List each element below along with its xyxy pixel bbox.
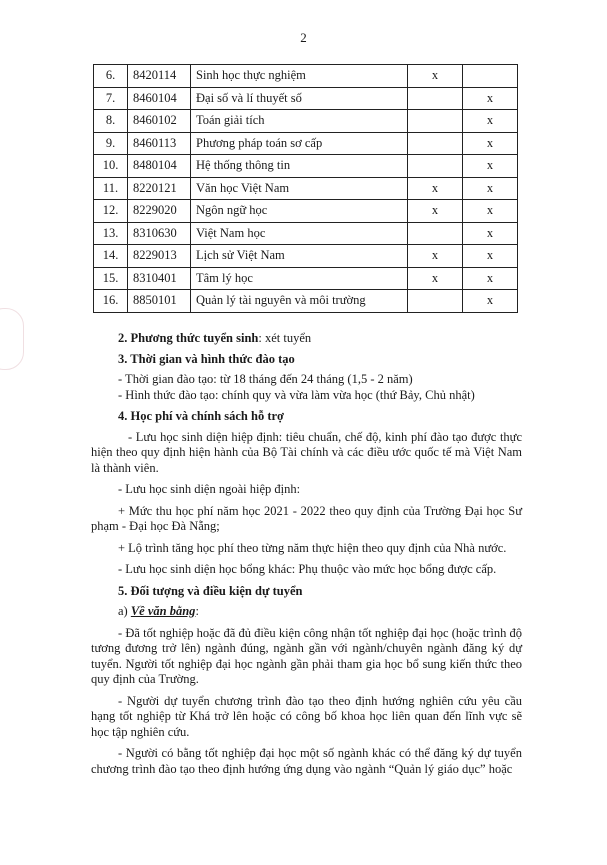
table-row bbox=[94, 155, 518, 178]
row-number: 8. bbox=[94, 110, 128, 133]
mark-column-b: x bbox=[463, 267, 518, 290]
program-code: 8460104 bbox=[128, 87, 191, 110]
section-4-paragraph-5: - Lưu học sinh diện học bổng khác: Phụ thuộc vào mức học bổng được cấp. bbox=[118, 562, 497, 576]
program-code: 8310630 bbox=[128, 222, 191, 245]
mark-column-a: x bbox=[408, 267, 463, 290]
table-row bbox=[94, 245, 518, 268]
section-4-paragraph-4: + Lộ trình tăng học phí theo từng năm thực hiện theo quy định của Nhà nước. bbox=[118, 540, 507, 555]
program-code: 8220121 bbox=[128, 177, 191, 200]
section-3-line-2: - Hình thức đào tạo: chính quy và vừa làm vừa học (thứ Bảy, Chủ nhật) bbox=[118, 387, 475, 402]
row-number: 10. bbox=[94, 155, 128, 178]
document-body bbox=[91, 331, 522, 777]
table-row bbox=[94, 110, 518, 133]
mark-column-b: x bbox=[463, 110, 518, 133]
row-number: 12. bbox=[94, 200, 128, 223]
mark-column-b: x bbox=[463, 222, 518, 245]
mark-column-a: x bbox=[408, 245, 463, 268]
section-2-heading: 2. Phương thức tuyển sinh bbox=[118, 331, 259, 345]
mark-column-b: x bbox=[463, 290, 518, 313]
program-name: Việt Nam học bbox=[191, 222, 408, 245]
program-name: Hệ thống thông tin bbox=[191, 155, 408, 178]
section-4-paragraph-3: + Mức thu học phí năm học 2021 - 2022 theo quy định của Trường Đại học Sư phạm - Đại học Đà Nẵng; bbox=[91, 503, 522, 533]
program-code: 8229013 bbox=[128, 245, 191, 268]
program-code: 8480104 bbox=[128, 155, 191, 178]
faint-stamp-mark bbox=[0, 308, 24, 370]
row-number: 6. bbox=[94, 65, 128, 88]
section-3-line-1: - Thời gian đào tạo: từ 18 tháng đến 24 tháng (1,5 - 2 năm) bbox=[118, 372, 413, 386]
mark-column-b bbox=[463, 65, 518, 88]
table-row bbox=[94, 290, 518, 313]
mark-column-a bbox=[408, 132, 463, 155]
row-number: 13. bbox=[94, 222, 128, 245]
table-row bbox=[94, 65, 518, 88]
program-name: Ngôn ngữ học bbox=[191, 200, 408, 223]
program-name: Toán giải tích bbox=[191, 110, 408, 133]
mark-column-b: x bbox=[463, 132, 518, 155]
mark-column-b: x bbox=[463, 177, 518, 200]
row-number: 11. bbox=[94, 177, 128, 200]
row-number: 9. bbox=[94, 132, 128, 155]
mark-column-b: x bbox=[463, 200, 518, 223]
section-5-paragraph-1: - Đã tốt nghiệp hoặc đã đủ điều kiện công nhận tốt nghiệp đại học (hoặc trình độ tương đương trở lên) ngành đúng, ngành gần với ngành/chuyên ngành đăng ký dự tuyển. Người tốt nghiệp đại học ngành gần phải tham gia học bổ sung kiến thức theo quy định của Trường. bbox=[91, 625, 522, 686]
program-name: Quản lý tài nguyên và môi trường bbox=[191, 290, 408, 313]
program-name: Đại số và lí thuyết số bbox=[191, 87, 408, 110]
program-name: Sinh học thực nghiệm bbox=[191, 65, 408, 88]
row-number: 16. bbox=[94, 290, 128, 313]
section-2 bbox=[118, 331, 522, 347]
mark-column-b: x bbox=[463, 87, 518, 110]
row-number: 14. bbox=[94, 245, 128, 268]
section-5-paragraph-3: - Người có bằng tốt nghiệp đại học một số ngành khác có thể đăng ký dự tuyển chương trình đào tạo theo định hướng ứng dụng vào ngành “Quản lý giáo dục” hoặc bbox=[91, 746, 522, 776]
section-5-heading: 5. Đối tượng và điều kiện dự tuyển bbox=[118, 583, 303, 598]
mark-column-a bbox=[408, 290, 463, 313]
table-row bbox=[94, 87, 518, 110]
section-4-heading: 4. Học phí và chính sách hỗ trợ bbox=[118, 409, 284, 423]
program-code: 8850101 bbox=[128, 290, 191, 313]
program-name: Văn học Việt Nam bbox=[191, 177, 408, 200]
row-number: 7. bbox=[94, 87, 128, 110]
mark-column-a: x bbox=[408, 65, 463, 88]
mark-column-a: x bbox=[408, 200, 463, 223]
mark-column-a bbox=[408, 222, 463, 245]
program-name: Phương pháp toán sơ cấp bbox=[191, 132, 408, 155]
section-3-heading: 3. Thời gian và hình thức đào tạo bbox=[118, 351, 295, 366]
program-code: 8460102 bbox=[128, 110, 191, 133]
section-5-sub-label: Về văn bằng bbox=[130, 604, 196, 618]
mark-column-a bbox=[408, 155, 463, 178]
section-4-paragraph-2: - Lưu học sinh diện ngoài hiệp định: bbox=[118, 482, 301, 496]
mark-column-b: x bbox=[463, 155, 518, 178]
mark-column-a bbox=[408, 87, 463, 110]
page-number: 2 bbox=[300, 30, 307, 45]
program-code: 8229020 bbox=[128, 200, 191, 223]
mark-column-b: x bbox=[463, 245, 518, 268]
program-name: Lịch sử Việt Nam bbox=[191, 245, 408, 268]
table-row bbox=[94, 132, 518, 155]
program-name: Tâm lý học bbox=[191, 267, 408, 290]
program-code: 8310401 bbox=[128, 267, 191, 290]
mark-column-a: x bbox=[408, 177, 463, 200]
program-code: 8460113 bbox=[128, 132, 191, 155]
table-row bbox=[94, 222, 518, 245]
programs-table bbox=[93, 64, 518, 313]
table-row bbox=[94, 200, 518, 223]
section-5-subheading bbox=[118, 604, 522, 620]
section-4-paragraph-1: - Lưu học sinh diện hiệp định: tiêu chuẩn, chế độ, kinh phí đào tạo được thực hiện theo quy định hiện hành của Bộ Tài chính và các điều ước quốc tế mà Việt Nam là thành viên. bbox=[91, 429, 522, 475]
program-code: 8420114 bbox=[128, 65, 191, 88]
section-5-paragraph-2: - Người dự tuyển chương trình đào tạo theo định hướng nghiên cứu yêu cầu hạng tốt nghiệp từ Khá trở lên hoặc có công bố khoa học liên quan đến lĩnh vực sẽ học tập nghiên cứu. bbox=[91, 693, 522, 739]
section-5-sub-prefix: a) bbox=[118, 604, 131, 618]
section-5-sub-suffix: : bbox=[195, 604, 199, 618]
row-number: 15. bbox=[94, 267, 128, 290]
section-2-value: : xét tuyển bbox=[258, 331, 312, 345]
table-row bbox=[94, 267, 518, 290]
mark-column-a bbox=[408, 110, 463, 133]
table-row bbox=[94, 177, 518, 200]
